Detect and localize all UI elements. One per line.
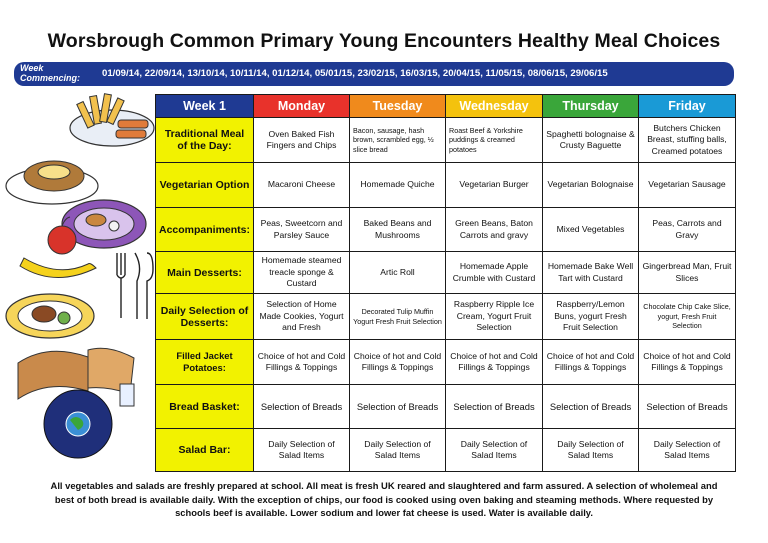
day-header-thursday: Thursday <box>543 95 639 118</box>
menu-cell: Selection of Breads <box>446 385 543 429</box>
row-label: Traditional Meal of the Day: <box>156 118 254 163</box>
menu-cell: Mixed Vegetables <box>543 208 639 252</box>
menu-cell: Peas, Sweetcorn and Parsley Sauce <box>254 208 350 252</box>
menu-cell: Daily Selection of Salad Items <box>446 429 543 472</box>
menu-cell: Butchers Chicken Breast, stuffing balls, Creamed potatoes <box>639 118 736 163</box>
cutlery-icon <box>117 253 153 319</box>
table-row <box>156 385 736 429</box>
table-row <box>156 118 736 163</box>
menu-cell: Baked Beans and Mushrooms <box>350 208 446 252</box>
menu-cell: Selection of Home Made Cookies, Yogurt and Fresh <box>254 294 350 340</box>
menu-cell: Peas, Carrots and Gravy <box>639 208 736 252</box>
week-label: Week 1 <box>156 95 254 118</box>
menu-cell: Choice of hot and Cold Fillings & Toppings <box>543 340 639 385</box>
menu-cell: Daily Selection of Salad Items <box>639 429 736 472</box>
day-header-monday: Monday <box>254 95 350 118</box>
menu-cell: Chocolate Chip Cake Slice, yogurt, Fresh Fruit Selection <box>639 294 736 340</box>
menu-cell: Selection of Breads <box>350 385 446 429</box>
week-commencing-label: Week Commencing: <box>20 63 81 83</box>
menu-cell: Green Beans, Baton Carrots and gravy <box>446 208 543 252</box>
menu-cell: Selection of Breads <box>639 385 736 429</box>
menu-cell: Selection of Breads <box>254 385 350 429</box>
school-logo <box>44 390 112 458</box>
row-label: Daily Selection of Desserts: <box>156 294 254 340</box>
menu-cell: Homemade Quiche <box>350 163 446 208</box>
menu-cell: Vegetarian Burger <box>446 163 543 208</box>
menu-cell: Choice of hot and Cold Fillings & Toppings <box>350 340 446 385</box>
row-label: Filled Jacket Potatoes: <box>156 340 254 385</box>
menu-cell: Daily Selection of Salad Items <box>543 429 639 472</box>
menu-cell: Selection of Breads <box>543 385 639 429</box>
menu-cell: Roast Beef & Yorkshire puddings & creamed potatoes <box>446 118 543 163</box>
row-label: Vegetarian Option <box>156 163 254 208</box>
roast-dinner-plate-icon <box>6 294 94 338</box>
row-label: Salad Bar: <box>156 429 254 472</box>
menu-cell: Homemade Apple Crumble with Custard <box>446 252 543 294</box>
menu-cell: Macaroni Cheese <box>254 163 350 208</box>
menu-cell: Choice of hot and Cold Fillings & Toppings <box>446 340 543 385</box>
table-row <box>156 294 736 340</box>
menu-cell: Raspberry Ripple Ice Cream, Yogurt Fruit Selection <box>446 294 543 340</box>
menu-cell: Bacon, sausage, hash brown, scrambled egg, ½ slice bread <box>350 118 446 163</box>
table-row <box>156 252 736 294</box>
menu-cell: Oven Baked Fish Fingers and Chips <box>254 118 350 163</box>
week-commencing-banner <box>14 62 734 86</box>
menu-cell: Vegetarian Sausage <box>639 163 736 208</box>
menu-cell: Vegetarian Bolognaise <box>543 163 639 208</box>
footer-note: All vegetables and salads are freshly prepared at school. All meat is fresh UK reared and slaughtered and farm assured. A selection of wholemeal and best of both bread is available daily. With the exception of chips, our food is cooked using oven baking and steaming methods. Where requested by schools beef is available. Lower sodium and lower fat cheese is used. Water is available daily. <box>50 480 718 518</box>
menu-cell: Homemade steamed treacle sponge & Custard <box>254 252 350 294</box>
table-row <box>156 208 736 252</box>
menu-table <box>155 94 736 472</box>
page-title: Worsbrough Common Primary Young Encounters Healthy Meal Choices <box>47 30 721 52</box>
table-row <box>156 340 736 385</box>
menu-cell: Homemade Bake Well Tart with Custard <box>543 252 639 294</box>
table-row <box>156 163 736 208</box>
header-row <box>156 95 736 118</box>
menu-cell: Decorated Tulip Muffin Yogurt Fresh Fruit Selection <box>350 294 446 340</box>
menu-cell: Raspberry/Lemon Buns, yogurt Fresh Fruit Selection <box>543 294 639 340</box>
menu-cell: Choice of hot and Cold Fillings & Toppings <box>639 340 736 385</box>
row-label: Accompaniments: <box>156 208 254 252</box>
menu-cell: Daily Selection of Salad Items <box>254 429 350 472</box>
food-illustration <box>0 88 158 468</box>
day-header-tuesday: Tuesday <box>350 95 446 118</box>
menu-cell: Artic Roll <box>350 252 446 294</box>
week-commencing-dates: 01/09/14, 22/09/14, 13/10/14, 10/11/14, 01/12/14, 05/01/15, 23/02/15, 16/03/15, 20/04/15, 11/05/15, 08/06/15, 29/06/15 <box>102 68 608 79</box>
fish-and-chips-plate-icon <box>70 94 154 146</box>
menu-cell: Spaghetti bolognaise & Crusty Baguette <box>543 118 639 163</box>
row-label: Main Desserts: <box>156 252 254 294</box>
day-header-wednesday: Wednesday <box>446 95 543 118</box>
jacket-potato-plate-icon <box>6 161 98 204</box>
day-header-friday: Friday <box>639 95 736 118</box>
table-row <box>156 429 736 472</box>
menu-cell: Gingerbread Man, Fruit Slices <box>639 252 736 294</box>
menu-cell: Daily Selection of Salad Items <box>350 429 446 472</box>
row-label: Bread Basket: <box>156 385 254 429</box>
menu-cell: Choice of hot and Cold Fillings & Toppings <box>254 340 350 385</box>
